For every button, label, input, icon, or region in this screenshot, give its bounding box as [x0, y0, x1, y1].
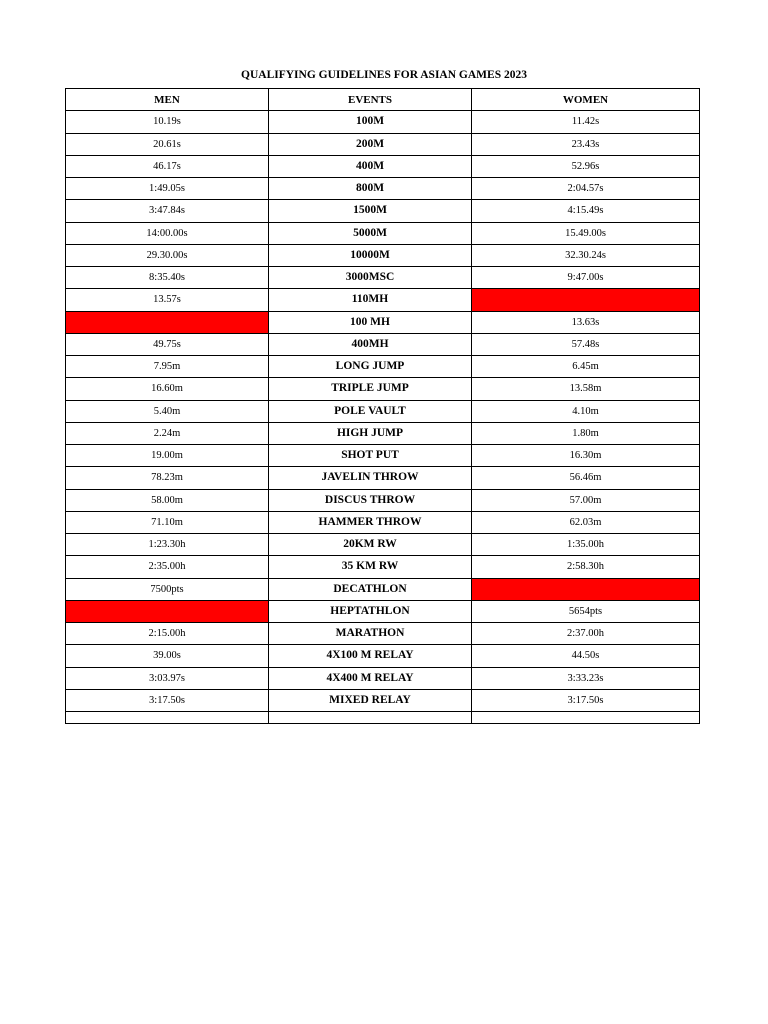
event-name-cell: DECATHLON	[269, 578, 472, 600]
page-title: QUALIFYING GUIDELINES FOR ASIAN GAMES 2023	[241, 69, 527, 81]
men-mark-cell: 49.75s	[66, 333, 269, 355]
event-name-cell: 4X100 M RELAY	[269, 645, 472, 667]
table-row	[66, 534, 700, 556]
qualifying-table	[65, 88, 700, 724]
event-name-cell: LONG JUMP	[269, 356, 472, 378]
table-row	[66, 578, 700, 600]
event-name-cell: TRIPLE JUMP	[269, 378, 472, 400]
event-name-cell: 400M	[269, 155, 472, 177]
women-mark-cell: 52.96s	[472, 155, 700, 177]
women-mark-cell: 62.03m	[472, 511, 700, 533]
header-men: MEN	[66, 89, 269, 111]
men-not-applicable-cell	[66, 311, 269, 333]
table-row	[66, 689, 700, 711]
men-mark-cell: 3:03.97s	[66, 667, 269, 689]
women-mark-cell: 13.58m	[472, 378, 700, 400]
table-row	[66, 667, 700, 689]
event-name-cell: HAMMER THROW	[269, 511, 472, 533]
table-row	[66, 623, 700, 645]
table-row	[66, 489, 700, 511]
men-mark-cell: 39.00s	[66, 645, 269, 667]
men-mark-cell: 13.57s	[66, 289, 269, 311]
empty-cell	[472, 712, 700, 724]
men-mark-cell: 1:49.05s	[66, 178, 269, 200]
event-name-cell: 110MH	[269, 289, 472, 311]
event-name-cell: 400MH	[269, 333, 472, 355]
men-mark-cell: 16.60m	[66, 378, 269, 400]
table-row	[66, 311, 700, 333]
men-mark-cell: 2:35.00h	[66, 556, 269, 578]
header-row	[66, 89, 700, 111]
men-not-applicable-cell	[66, 600, 269, 622]
table-row	[66, 467, 700, 489]
event-name-cell: JAVELIN THROW	[269, 467, 472, 489]
women-mark-cell: 9:47.00s	[472, 267, 700, 289]
men-mark-cell: 2:15.00h	[66, 623, 269, 645]
event-name-cell: 100M	[269, 111, 472, 133]
men-mark-cell: 1:23.30h	[66, 534, 269, 556]
women-mark-cell: 2:04.57s	[472, 178, 700, 200]
men-mark-cell: 29.30.00s	[66, 244, 269, 266]
event-name-cell: 1500M	[269, 200, 472, 222]
women-mark-cell: 2:58.30h	[472, 556, 700, 578]
women-mark-cell: 1.80m	[472, 422, 700, 444]
table-row	[66, 155, 700, 177]
men-mark-cell: 71.10m	[66, 511, 269, 533]
men-mark-cell: 19.00m	[66, 445, 269, 467]
event-name-cell: 200M	[269, 133, 472, 155]
table-row	[66, 422, 700, 444]
header-women: WOMEN	[472, 89, 700, 111]
women-mark-cell: 44.50s	[472, 645, 700, 667]
event-name-cell: 35 KM RW	[269, 556, 472, 578]
table-row	[66, 600, 700, 622]
men-mark-cell: 3:47.84s	[66, 200, 269, 222]
women-mark-cell: 16.30m	[472, 445, 700, 467]
men-mark-cell: 8:35.40s	[66, 267, 269, 289]
event-name-cell: MARATHON	[269, 623, 472, 645]
women-not-applicable-cell	[472, 578, 700, 600]
empty-cell	[269, 712, 472, 724]
table-row	[66, 222, 700, 244]
women-mark-cell: 57.00m	[472, 489, 700, 511]
men-mark-cell: 2.24m	[66, 422, 269, 444]
empty-cell	[66, 712, 269, 724]
men-mark-cell: 3:17.50s	[66, 689, 269, 711]
women-mark-cell: 4.10m	[472, 400, 700, 422]
table-body	[66, 111, 700, 724]
event-name-cell: 5000M	[269, 222, 472, 244]
table-row	[66, 267, 700, 289]
event-name-cell: HIGH JUMP	[269, 422, 472, 444]
women-mark-cell: 3:33.23s	[472, 667, 700, 689]
women-not-applicable-cell	[472, 289, 700, 311]
table-row	[66, 178, 700, 200]
event-name-cell: HEPTATHLON	[269, 600, 472, 622]
men-mark-cell: 58.00m	[66, 489, 269, 511]
women-mark-cell: 1:35.00h	[472, 534, 700, 556]
women-mark-cell: 15.49.00s	[472, 222, 700, 244]
table-row	[66, 111, 700, 133]
event-name-cell: 10000M	[269, 244, 472, 266]
women-mark-cell: 2:37.00h	[472, 623, 700, 645]
women-mark-cell: 56.46m	[472, 467, 700, 489]
table-row	[66, 333, 700, 355]
event-name-cell: 4X400 M RELAY	[269, 667, 472, 689]
men-mark-cell: 7.95m	[66, 356, 269, 378]
men-mark-cell: 46.17s	[66, 155, 269, 177]
event-name-cell: POLE VAULT	[269, 400, 472, 422]
table-row	[66, 244, 700, 266]
table-row	[66, 645, 700, 667]
empty-table-row	[66, 712, 700, 724]
table-row	[66, 133, 700, 155]
event-name-cell: SHOT PUT	[269, 445, 472, 467]
event-name-cell: MIXED RELAY	[269, 689, 472, 711]
table-row	[66, 289, 700, 311]
header-events: EVENTS	[269, 89, 472, 111]
table-row	[66, 511, 700, 533]
table-row	[66, 400, 700, 422]
women-mark-cell: 23.43s	[472, 133, 700, 155]
men-mark-cell: 10.19s	[66, 111, 269, 133]
men-mark-cell: 7500pts	[66, 578, 269, 600]
women-mark-cell: 4:15.49s	[472, 200, 700, 222]
table-row	[66, 378, 700, 400]
women-mark-cell: 6.45m	[472, 356, 700, 378]
event-name-cell: 3000MSC	[269, 267, 472, 289]
men-mark-cell: 20.61s	[66, 133, 269, 155]
event-name-cell: 100 MH	[269, 311, 472, 333]
men-mark-cell: 14:00.00s	[66, 222, 269, 244]
women-mark-cell: 5654pts	[472, 600, 700, 622]
men-mark-cell: 5.40m	[66, 400, 269, 422]
women-mark-cell: 57.48s	[472, 333, 700, 355]
women-mark-cell: 32.30.24s	[472, 244, 700, 266]
table-row	[66, 556, 700, 578]
women-mark-cell: 3:17.50s	[472, 689, 700, 711]
men-mark-cell: 78.23m	[66, 467, 269, 489]
table-row	[66, 356, 700, 378]
women-mark-cell: 13.63s	[472, 311, 700, 333]
women-mark-cell: 11.42s	[472, 111, 700, 133]
table-row	[66, 445, 700, 467]
event-name-cell: 800M	[269, 178, 472, 200]
event-name-cell: DISCUS THROW	[269, 489, 472, 511]
table-row	[66, 200, 700, 222]
event-name-cell: 20KM RW	[269, 534, 472, 556]
